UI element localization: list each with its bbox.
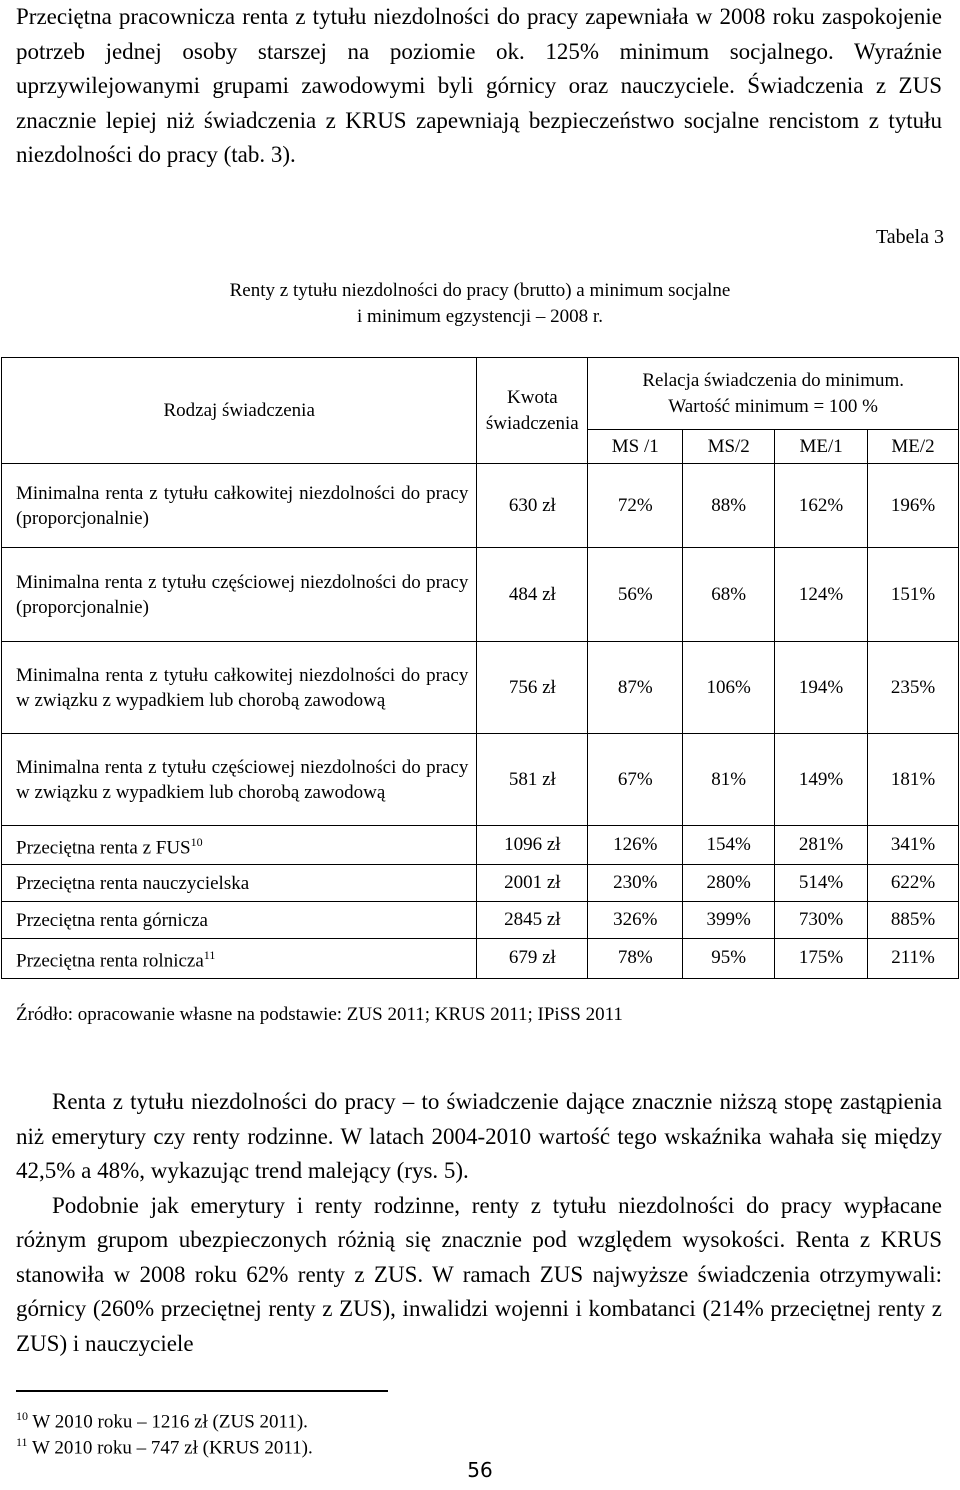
header-relacja-line-1: Relacja świadczenia do minimum. — [642, 369, 905, 391]
paragraph: Podobnie jak emerytury i renty rodzinne, renty z tytułu niezdolności do pracy wypłacane różnym grupom ubezpieczonych różnią się znacznie pod względem wysokości. Renta z KRUS stanowiła w 2008 roku 62% renty z ZUS. W ramach ZUS najwyższe świadczenia otrzymywali: górnicy (260% przeciętnej renty z ZUS), inwalidzi wojenni i kombatanci (214% przeciętnej renty z ZUS) i nauczyciele — [16, 1192, 942, 1356]
footnote-number: 11 — [16, 1435, 28, 1449]
row-label: Przeciętna renta górnicza — [2, 902, 477, 939]
row-label-cell — [2, 826, 477, 865]
row-ms2: 154% — [683, 826, 775, 865]
row-label: Minimalna renta z tytułu całkowitej niezdolności do pracy (proporcjonalnie) — [2, 464, 477, 548]
row-label: Minimalna renta z tytułu całkowitej niezdolności do pracy w związku z wypadkiem lub chorobą zawodową — [2, 642, 477, 734]
footnote-number: 10 — [16, 1409, 28, 1423]
row-amount: 581 zł — [477, 734, 588, 826]
table-row — [2, 826, 959, 865]
row-me1: 162% — [775, 464, 868, 548]
footnote-ref-10: 10 — [190, 835, 203, 849]
footnote-text: W 2010 roku – 1216 zł (ZUS 2011). — [32, 1411, 308, 1433]
row-label: Minimalna renta z tytułu częściowej niezdolności do pracy w związku z wypadkiem lub chorobą zawodową — [2, 734, 477, 826]
row-ms1: 56% — [588, 548, 683, 642]
bottom-text — [16, 1085, 942, 1361]
row-label: Przeciętna renta nauczycielska — [2, 865, 477, 902]
page-number: 56 — [467, 1458, 493, 1482]
row-amount: 2001 zł — [477, 865, 588, 902]
row-ms2: 81% — [683, 734, 775, 826]
row-me1: 514% — [775, 865, 868, 902]
row-ms1: 72% — [588, 464, 683, 548]
row-me2: 885% — [868, 902, 959, 939]
row-me1: 730% — [775, 902, 868, 939]
row-amount: 756 zł — [477, 642, 588, 734]
table-label: Tabela 3 — [875, 226, 944, 248]
table-row — [2, 734, 959, 826]
row-ms1: 326% — [588, 902, 683, 939]
table-row — [2, 865, 959, 902]
subheader-me2: ME/2 — [868, 430, 959, 464]
row-ms2: 88% — [683, 464, 775, 548]
row-label: Przeciętna renta rolnicza — [16, 950, 204, 972]
row-ms2: 280% — [683, 865, 775, 902]
row-ms1: 230% — [588, 865, 683, 902]
row-ms1: 126% — [588, 826, 683, 865]
row-me2: 211% — [868, 939, 959, 978]
footnote-ref-11: 11 — [203, 948, 216, 963]
row-me2: 235% — [868, 642, 959, 734]
paragraph: Renta z tytułu niezdolności do pracy – to świadczenie dające znacznie niższą stopę zastąpienia niż emerytury czy renty rodzinne. W latach 2004-2010 wartość tego wskaźnika wahała się między 42,5% a 48%, wykazując trend malejący (rys. 5). — [16, 1089, 942, 1183]
table-row — [2, 642, 959, 734]
footnote-text: W 2010 roku – 747 zł (KRUS 2011). — [31, 1437, 313, 1459]
row-label: Przeciętna renta z FUS — [16, 837, 191, 859]
row-me1: 124% — [775, 548, 868, 642]
row-amount: 1096 zł — [477, 826, 588, 865]
row-amount: 2845 zł — [477, 902, 588, 939]
row-ms2: 106% — [683, 642, 775, 734]
subheader-me1: ME/1 — [775, 430, 868, 464]
row-ms2: 95% — [683, 939, 775, 978]
row-me1: 149% — [775, 734, 868, 826]
row-me2: 151% — [868, 548, 959, 642]
header-relacja — [588, 358, 959, 430]
row-amount: 630 zł — [477, 464, 588, 548]
row-amount: 484 zł — [477, 548, 588, 642]
row-me2: 196% — [868, 464, 959, 548]
row-ms1: 87% — [588, 642, 683, 734]
table-row — [2, 902, 959, 939]
top-paragraph: Przeciętna pracownicza renta z tytułu niezdolności do pracy zapewniała w 2008 roku zaspokojenie potrzeb jednej osoby starszej na poziomie ok. 125% minimum socjalnego. Wyraźnie uprzywilejowanymi grupami zawodowymi byli górnicy oraz nauczyciele. Świadczenia z ZUS znacznie lepiej niż świadczenia z KRUS zapewniają bezpieczeństwo socjalne rencistom z tytułu niezdolności do pracy (tab. 3). — [16, 4, 942, 167]
row-me2: 622% — [868, 865, 959, 902]
caption-line-1: Renty z tytułu niezdolności do pracy (brutto) a minimum socjalne — [229, 280, 731, 301]
header-rodzaj: Rodzaj świadczenia — [2, 358, 477, 464]
row-me1: 194% — [775, 642, 868, 734]
row-me1: 175% — [775, 939, 868, 978]
row-ms2: 68% — [683, 548, 775, 642]
subheader-ms2: MS/2 — [683, 430, 775, 464]
row-ms2: 399% — [683, 902, 775, 939]
header-relacja-line-2: Wartość minimum = 100 % — [668, 395, 879, 417]
row-me2: 181% — [868, 734, 959, 826]
caption-line-2: i minimum egzystencji – 2008 r. — [357, 306, 603, 327]
footnote-11 — [16, 1430, 313, 1460]
row-me1: 281% — [775, 826, 868, 865]
row-label-cell — [2, 939, 477, 978]
table-row — [2, 464, 959, 548]
table-row — [2, 548, 959, 642]
row-amount: 679 zł — [477, 939, 588, 978]
header-kwota: Kwota świadczenia — [477, 358, 588, 464]
table-caption — [0, 278, 960, 330]
row-me2: 341% — [868, 826, 959, 865]
row-label: Minimalna renta z tytułu częściowej niezdolności do pracy (proporcjonalnie) — [2, 548, 477, 642]
table-row — [2, 939, 959, 978]
table-source: Źródło: opracowanie własne na podstawie: ZUS 2011; KRUS 2011; IPiSS 2011 — [16, 1004, 623, 1025]
subheader-ms1: MS /1 — [588, 430, 683, 464]
row-ms1: 78% — [588, 939, 683, 978]
renty-table — [1, 357, 959, 979]
footnote-separator — [16, 1390, 388, 1392]
row-ms1: 67% — [588, 734, 683, 826]
